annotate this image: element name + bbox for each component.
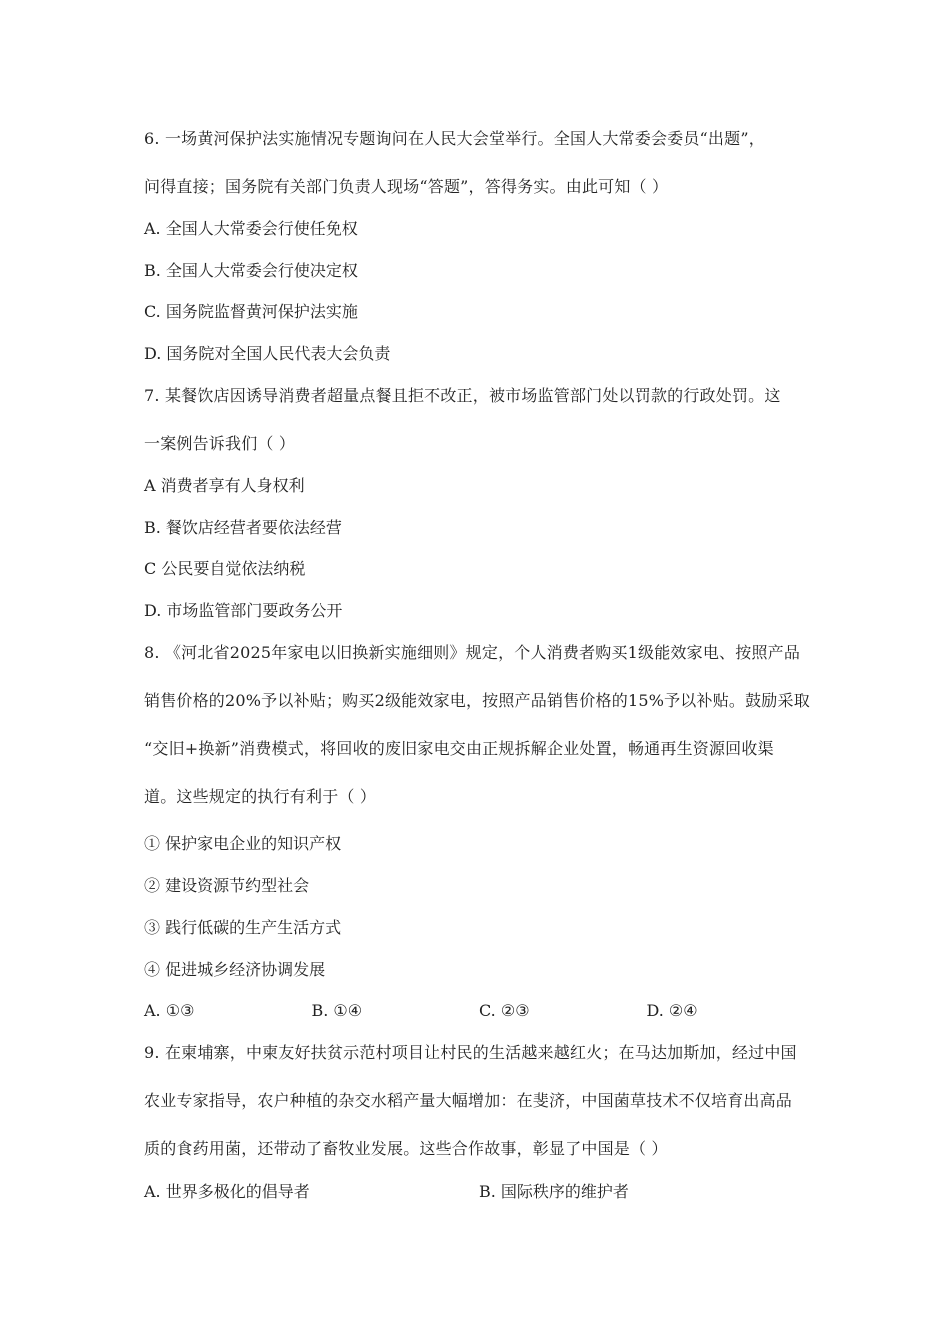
question-8-option-c: C. ②③ (479, 1001, 530, 1020)
question-8-options (144, 1000, 814, 1022)
question-7-line-2: 一案例告诉我们（ ） (144, 434, 296, 453)
question-9-line-1: 9. 在柬埔寨，中柬友好扶贫示范村项目让村民的生活越来越红火；在马达加斯加，经过中国 (144, 1043, 797, 1062)
question-7-line-1: 7. 某餐饮店因诱导消费者超量点餐且拒不改正，被市场监管部门处以罚款的行政处罚。这 (144, 386, 781, 405)
question-6-option-d: D. 国务院对全国人民代表大会负责 (144, 344, 391, 363)
question-7-option-a: A 消费者享有人身权利 (144, 476, 305, 495)
question-8-line-4: 道。这些规定的执行有利于（ ） (144, 787, 377, 806)
question-9-option-a: A. 世界多极化的倡导者 (144, 1182, 310, 1201)
question-9-line-2: 农业专家指导，农户种植的杂交水稻产量大幅增加：在斐济，中国菌草技术不仅培育出高品 (144, 1091, 793, 1110)
question-8-line-3: “交旧+换新”消费模式，将回收的废旧家电交由正规拆解企业处置，畅通再生资源回收渠 (144, 739, 774, 758)
question-8-line-1: 8. 《河北省2025年家电以旧换新实施细则》规定，个人消费者购买1级能效家电、按照产品 (144, 643, 801, 662)
question-6-line-1: 6. 一场黄河保护法实施情况专题询问在人民大会堂举行。全国人大常委会委员“出题”， (144, 129, 765, 148)
question-9-line-3: 质的食药用菌，还带动了畜牧业发展。这些合作故事，彰显了中国是（ ） (144, 1139, 668, 1158)
question-6-option-a: A. 全国人大常委会行使任免权 (144, 219, 358, 238)
question-7-option-d: D. 市场监管部门要政务公开 (144, 601, 343, 620)
question-8-option-d: D. ②④ (646, 1001, 698, 1020)
question-8-statement-1: ① 保护家电企业的知识产权 (144, 834, 342, 853)
question-7-option-b: B. 餐饮店经营者要依法经营 (144, 518, 342, 537)
question-8-statement-3: ③ 践行低碳的生产生活方式 (144, 918, 342, 937)
question-6-option-c: C. 国务院监督黄河保护法实施 (144, 302, 358, 321)
question-8-statement-4: ④ 促进城乡经济协调发展 (144, 960, 326, 979)
question-9-option-b: B. 国际秩序的维护者 (479, 1182, 629, 1201)
question-8-option-b: B. ①④ (311, 1001, 363, 1020)
question-6-line-2: 问得直接；国务院有关部门负责人现场“答题”，答得务实。由此可知（ ） (144, 177, 669, 196)
question-9-options (144, 1181, 814, 1203)
question-8-line-2: 销售价格的20%予以补贴；购买2级能效家电，按照产品销售价格的15%予以补贴。鼓励采取 (144, 691, 810, 710)
question-7-option-c: C 公民要自觉依法纳税 (144, 559, 306, 578)
question-6-option-b: B. 全国人大常委会行使决定权 (144, 261, 358, 280)
question-8-option-a: A. ①③ (144, 1001, 195, 1020)
question-8-statement-2: ② 建设资源节约型社会 (144, 876, 310, 895)
